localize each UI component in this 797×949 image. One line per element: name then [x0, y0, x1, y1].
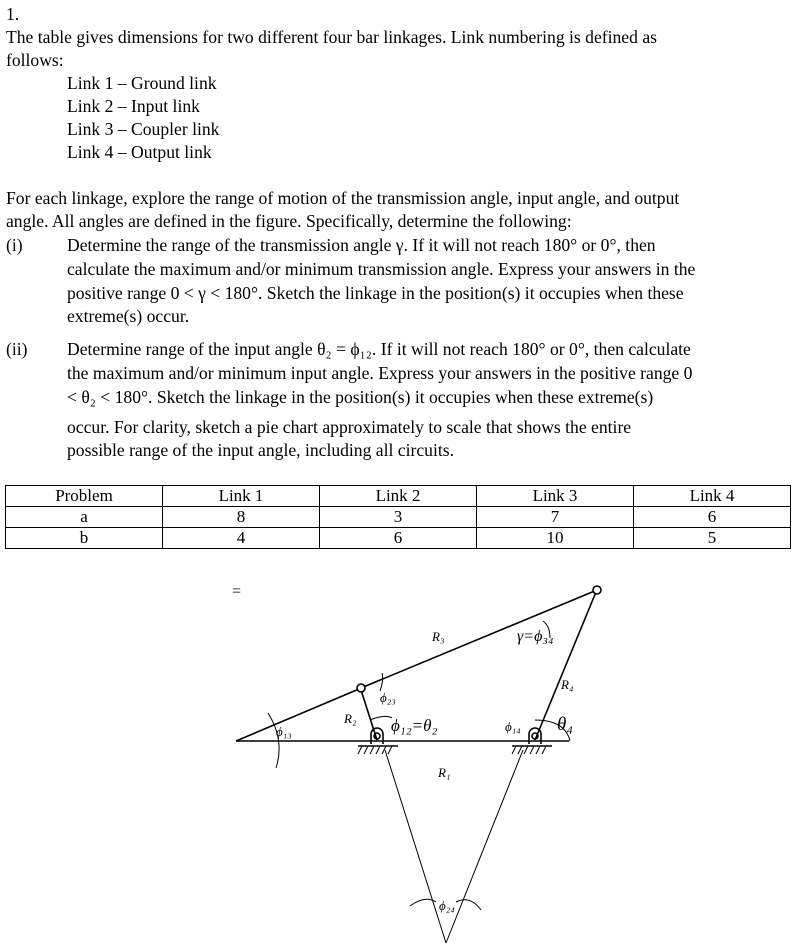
table-cell: a	[6, 507, 163, 528]
table-cell: 10	[477, 528, 634, 549]
label-phi23: ϕ₂₃	[380, 690, 396, 705]
extension-line	[236, 689, 359, 741]
task-line: For each linkage, explore the range of motion of the transmission angle, input angle, and output	[6, 188, 680, 208]
table-cell: 4	[163, 528, 320, 549]
phi23-arc	[380, 673, 383, 691]
label-r4: R₄	[561, 677, 574, 692]
part-i-text: extreme(s) occur.	[67, 306, 190, 326]
label-phi14: ϕ₁₄	[505, 719, 521, 734]
header-cell: Link 1	[163, 486, 320, 507]
label-r3: R₃	[432, 629, 445, 644]
table-cell: 7	[477, 507, 634, 528]
part-ii-text: occur. For clarity, sketch a pie chart approximately to scale that shows the entire	[67, 417, 632, 437]
header-cell: Link 4	[634, 486, 791, 507]
part-ii-label: (ii)	[6, 339, 28, 359]
link-definition: Link 4 – Output link	[67, 142, 212, 162]
link-definition: Link 3 – Coupler link	[67, 119, 220, 139]
stray-mark: =	[232, 583, 242, 600]
label-gamma-phi34: γ=ϕ₃₄	[517, 628, 554, 645]
table-row	[6, 507, 791, 528]
dimensions-table	[5, 485, 791, 549]
input-link-r2	[361, 690, 377, 740]
table-row	[6, 528, 791, 549]
four-bar-linkage-figure	[0, 570, 797, 949]
part-i-label: (i)	[6, 235, 23, 255]
part-ii-text: possible range of the input angle, including all circuits.	[67, 440, 454, 460]
part-i-text: Determine the range of the transmission angle γ. If it will not reach 180° or 0°, then	[67, 235, 656, 255]
table-cell: 6	[320, 528, 477, 549]
header-cell: Problem	[6, 486, 163, 507]
phi12-arc	[370, 716, 392, 720]
part-ii-text: < θ₂ < 180°. Sketch the linkage in the position(s) it occupies when these extreme(s)	[67, 387, 654, 407]
header-cell: Link 2	[320, 486, 477, 507]
task-line: angle. All angles are defined in the figure. Specifically, determine the following:	[6, 211, 572, 231]
part-ii-text: Determine range of the input angle θ₂ = ϕ₁₂. If it will not reach 180° or 0°, then calculate	[67, 339, 691, 359]
label-r2: R₂	[344, 711, 357, 726]
label-phi12-theta2: ϕ₁₂=θ₂	[391, 716, 438, 735]
pin-joint	[593, 586, 601, 594]
header-cell: Link 3	[477, 486, 634, 507]
part-ii-text: the maximum and/or minimum input angle. Express your answers in the positive range 0	[67, 363, 693, 383]
label-phi13: ϕ₁₃	[276, 724, 292, 739]
table-header-row	[6, 486, 791, 507]
r2-extension	[385, 750, 446, 943]
problem-number: 1.	[6, 4, 20, 24]
part-i-text: calculate the maximum and/or minimum transmission angle. Express your answers in the	[67, 259, 696, 279]
coupler-link-r3	[361, 590, 597, 688]
link-definition: Link 1 – Ground link	[67, 73, 217, 93]
intro-line: The table gives dimensions for two different four bar linkages. Link numbering is defined as	[6, 27, 657, 47]
intro-line: follows:	[6, 50, 64, 70]
table-cell: b	[6, 528, 163, 549]
part-i-text: positive range 0 < γ < 180°. Sketch the linkage in the position(s) it occupies when these	[67, 283, 684, 303]
link-definition: Link 2 – Input link	[67, 96, 200, 116]
label-theta4: θ₄	[557, 714, 573, 735]
table-cell: 8	[163, 507, 320, 528]
pin-joint	[357, 684, 365, 692]
table-cell: 5	[634, 528, 791, 549]
label-r1: R₁	[438, 765, 451, 780]
table-cell: 3	[320, 507, 477, 528]
table-cell: 6	[634, 507, 791, 528]
label-phi24: ϕ₂₄	[439, 898, 455, 913]
r4-extension	[446, 750, 523, 943]
